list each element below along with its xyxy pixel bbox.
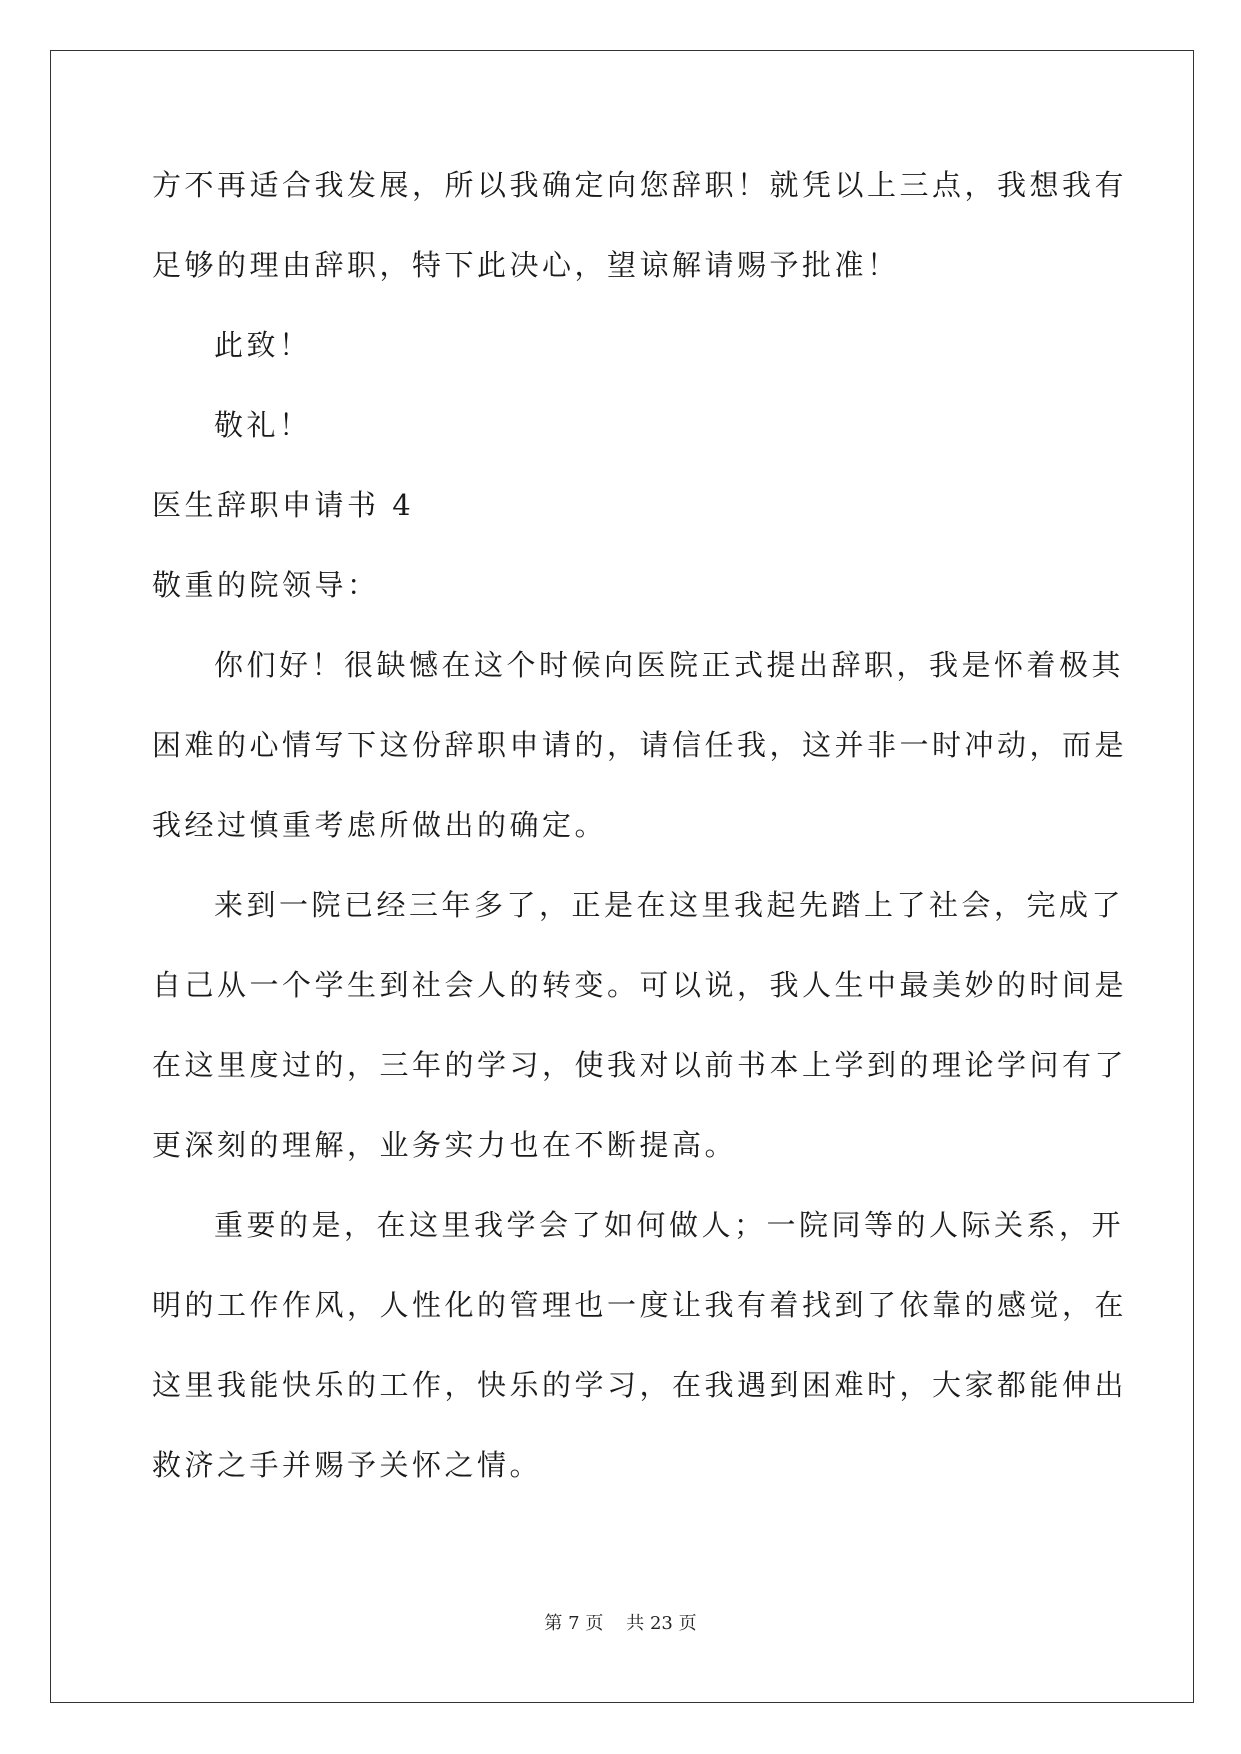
body-line: 重要的是，在这里我学会了如何做人；一院同等的人际关系，开 <box>214 1208 1125 1242</box>
body-line: 明的工作作风，人性化的管理也一度让我有着找到了依靠的感觉，在 <box>152 1288 1128 1322</box>
footer-spacer <box>603 1613 626 1634</box>
body-line: 来到一院已经三年多了，正是在这里我起先踏上了社会，完成了 <box>214 888 1125 922</box>
body-line: 我经过慎重考虑所做出的确定。 <box>152 808 608 842</box>
closing-salutation: 此致！ <box>214 328 312 362</box>
body-line: 困难的心情写下这份辞职申请的，请信任我，这并非一时冲动，而是 <box>152 728 1128 762</box>
body-line: 方不再适合我发展，所以我确定向您辞职！就凭以上三点，我想我有 <box>152 168 1128 202</box>
body-line: 在这里度过的，三年的学习，使我对以前书本上学到的理论学问有了 <box>152 1048 1128 1082</box>
body-line: 你们好！很缺憾在这个时候向医院正式提出辞职，我是怀着极其 <box>214 648 1125 682</box>
page-footer <box>0 1612 1241 1636</box>
page-total: 共 23 页 <box>626 1613 697 1634</box>
closing-regards: 敬礼！ <box>214 408 312 442</box>
body-line: 救济之手并赐予关怀之情。 <box>152 1448 543 1482</box>
body-line: 足够的理由辞职，特下此决心，望谅解请赐予批准！ <box>152 248 900 282</box>
body-line: 自己从一个学生到社会人的转变。可以说，我人生中最美妙的时间是 <box>152 968 1128 1002</box>
body-line: 更深刻的理解，业务实力也在不断提高。 <box>152 1128 738 1162</box>
body-line: 这里我能快乐的工作，快乐的学习，在我遇到困难时，大家都能伸出 <box>152 1368 1128 1402</box>
section-title: 医生辞职申请书 4 <box>152 488 415 522</box>
page-number: 第 7 页 <box>544 1613 604 1634</box>
letter-salutation: 敬重的院领导： <box>152 568 380 602</box>
